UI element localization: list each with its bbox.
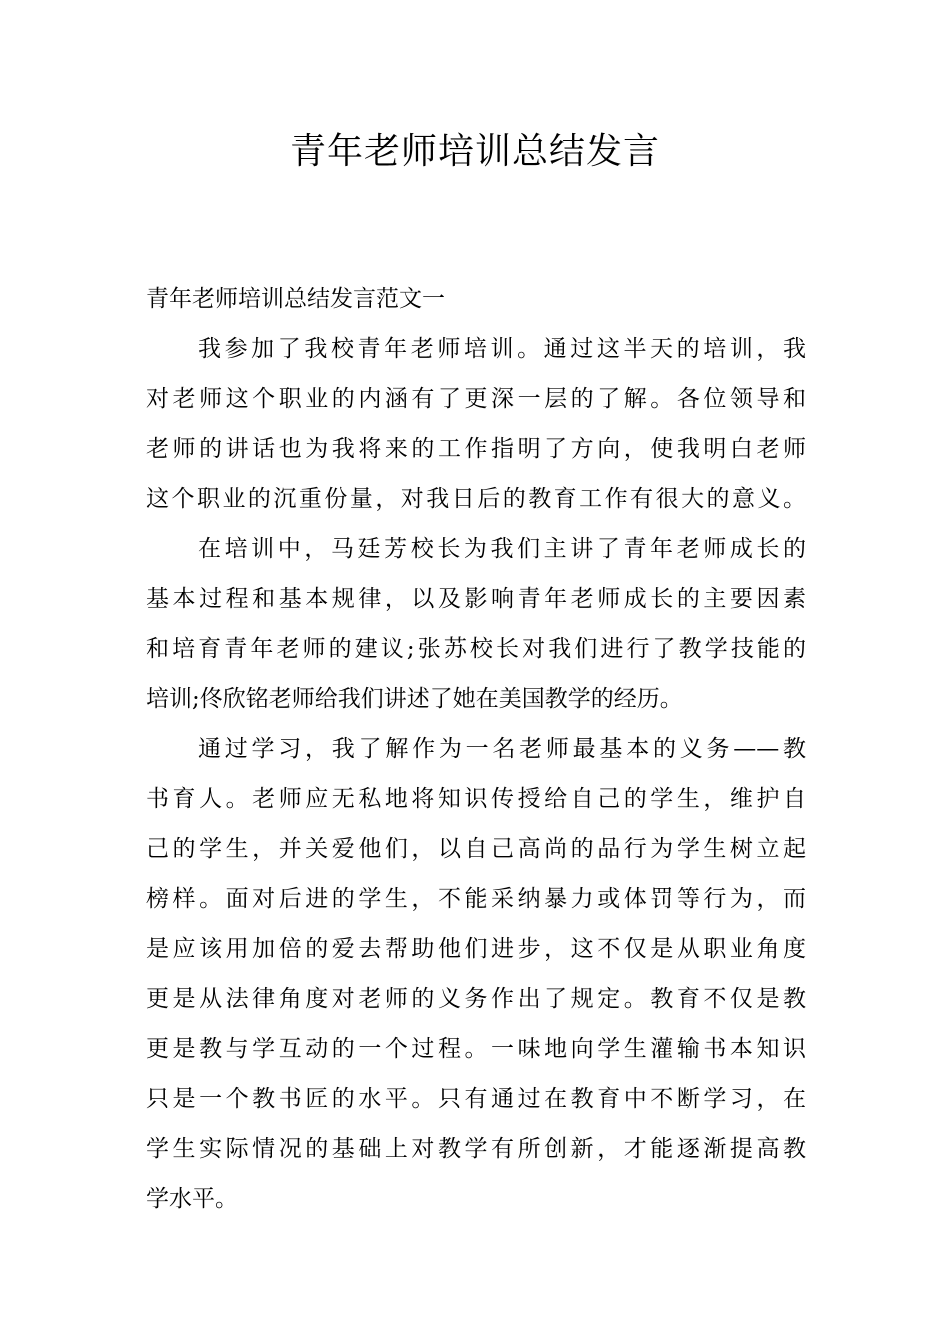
paragraph-line: 学水平。 (146, 1186, 238, 1212)
paragraph-line: 更是从法律角度对老师的义务作出了规定。教育不仅是教 (146, 986, 806, 1012)
paragraph-line: 己的学生，并关爱他们，以自己高尚的品行为学生树立起 (146, 836, 806, 862)
paragraph-line: 老师的讲话也为我将来的工作指明了方向，使我明白老师 (146, 436, 806, 462)
document-title: 青年老师培训总结发言 (289, 131, 660, 172)
paragraph-line: 在培训中，马廷芳校长为我们主讲了青年老师成长的 (198, 536, 806, 562)
document-subtitle: 青年老师培训总结发言范文一 (146, 286, 445, 312)
paragraph-line: 我参加了我校青年老师培训。通过这半天的培训，我 (198, 336, 806, 362)
paragraph-line: 基本过程和基本规律，以及影响青年老师成长的主要因素 (146, 586, 806, 612)
paragraph-line: 更是教与学互动的一个过程。一味地向学生灌输书本知识 (146, 1036, 806, 1062)
paragraph-3 (146, 724, 806, 1224)
paragraph-line: 这个职业的沉重份量，对我日后的教育工作有很大的意义。 (146, 486, 806, 512)
paragraph-line: 学生实际情况的基础上对教学有所创新，才能逐渐提高教 (146, 1136, 806, 1162)
paragraph-line: 榜样。面对后进的学生，不能采纳暴力或体罚等行为，而 (146, 886, 806, 912)
paragraph-line: 只是一个教书匠的水平。只有通过在教育中不断学习，在 (146, 1086, 806, 1112)
paragraph-line: 是应该用加倍的爱去帮助他们进步，这不仅是从职业角度 (146, 936, 806, 962)
paragraph-line: 通过学习，我了解作为一名老师最基本的义务——教 (198, 736, 806, 762)
document-body (146, 274, 806, 1224)
paragraph-2 (146, 524, 806, 724)
paragraph-line: 对老师这个职业的内涵有了更深一层的了解。各位领导和 (146, 386, 806, 412)
paragraph-1 (146, 324, 806, 524)
paragraph-line: 和培育青年老师的建议;张苏校长对我们进行了教学技能的 (146, 636, 806, 662)
paragraph-line: 书育人。老师应无私地将知识传授给自己的学生，维护自 (146, 786, 806, 812)
paragraph-line: 培训;佟欣铭老师给我们讲述了她在美国教学的经历。 (146, 686, 683, 712)
